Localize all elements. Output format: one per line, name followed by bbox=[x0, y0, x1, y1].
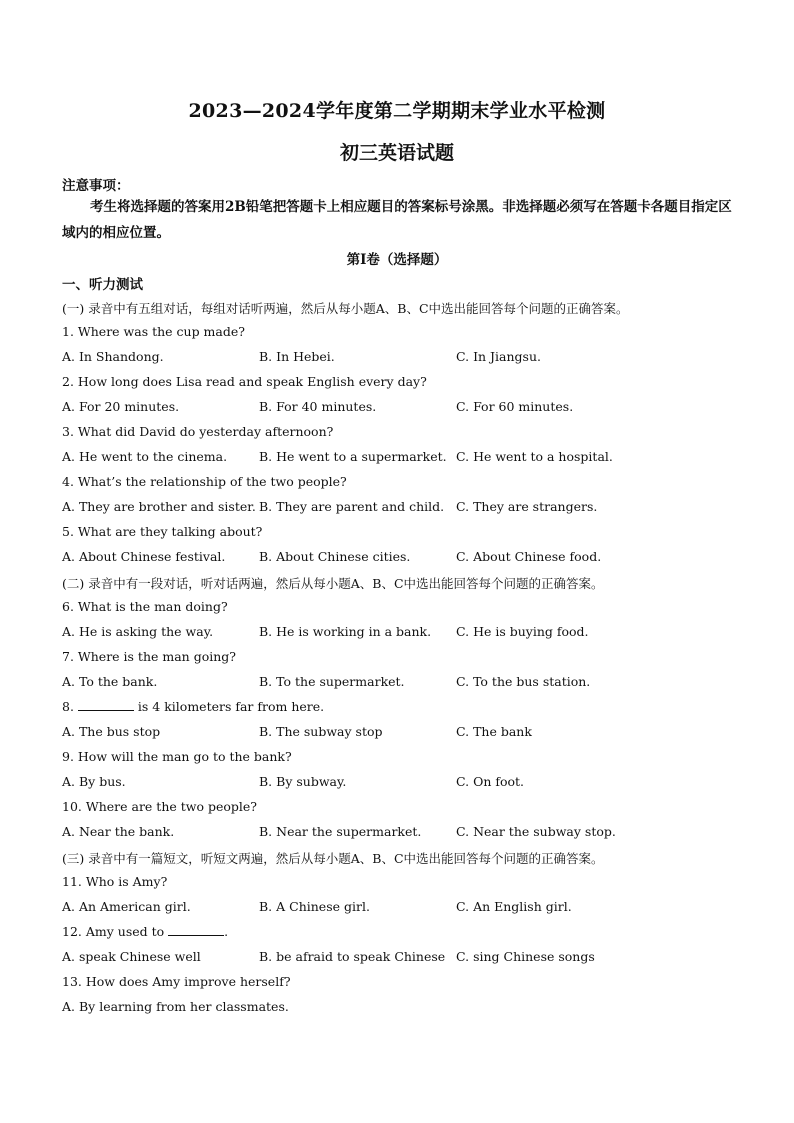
option-9b: B. By subway. bbox=[259, 774, 347, 789]
option-12c: C. sing Chinese songs bbox=[456, 949, 595, 964]
option-1c: C. In Jiangsu. bbox=[456, 349, 541, 364]
question-13: 13. How does Amy improve herself? bbox=[62, 974, 291, 989]
answer-blank bbox=[78, 699, 134, 711]
answer-blank bbox=[168, 924, 224, 936]
option-12a: A. speak Chinese well bbox=[62, 949, 201, 964]
section-title: 一、听力测试 bbox=[62, 277, 143, 293]
option-2a: A. For 20 minutes. bbox=[62, 399, 180, 414]
option-5b: B. About Chinese cities. bbox=[259, 549, 411, 564]
option-7c: C. To the bus station. bbox=[456, 674, 591, 689]
question-7: 7. Where is the man going? bbox=[62, 649, 236, 664]
option-12b: B. be afraid to speak Chinese bbox=[259, 949, 446, 964]
question-9: 9. How will the man go to the bank? bbox=[62, 749, 292, 764]
option-11c: C. An English girl. bbox=[456, 899, 572, 914]
question-10: 10. Where are the two people? bbox=[62, 799, 257, 814]
question-3: 3. What did David do yesterday afternoon? bbox=[62, 424, 334, 439]
option-5c: C. About Chinese food. bbox=[456, 549, 602, 564]
option-9c: C. On foot. bbox=[456, 774, 525, 789]
question-12 bbox=[62, 924, 228, 939]
option-6a: A. He is asking the way. bbox=[62, 624, 214, 639]
part-title: 第Ⅰ卷（选择题） bbox=[346, 252, 448, 268]
exam-subtitle: 初三英语试题 bbox=[339, 142, 454, 164]
option-2c: C. For 60 minutes. bbox=[456, 399, 574, 414]
question-8-text: is 4 kilometers far from here. bbox=[137, 699, 325, 714]
option-10c: C. Near the subway stop. bbox=[456, 824, 616, 839]
option-9a: A. By bus. bbox=[62, 774, 126, 789]
exam-title: 2023—2024学年度第二学期期末学业水平检测 bbox=[188, 100, 606, 122]
option-3a: A. He went to the cinema. bbox=[62, 449, 228, 464]
option-4b: B. They are parent and child. bbox=[259, 499, 445, 514]
option-1b: B. In Hebei. bbox=[259, 349, 335, 364]
notice-body: 考生将选择题的答案用2B铅笔把答题卡上相应题目的答案标号涂黑。非选择题必须写在答题卡各题目指定区域内的相应位置。 bbox=[62, 199, 732, 241]
option-11a: A. An American girl. bbox=[62, 899, 191, 914]
question-1: 1. Where was the cup made? bbox=[62, 324, 245, 339]
question-12-text: 12. Amy used to bbox=[62, 924, 165, 939]
option-4a: A. They are brother and sister. bbox=[62, 499, 256, 514]
instruction-section-2: (二) 录音中有一段对话，听对话两遍，然后从每小题A、B、C中选出能回答每个问题的正确答案。 bbox=[62, 576, 604, 591]
option-6c: C. He is buying food. bbox=[456, 624, 589, 639]
option-5a: A. About Chinese festival. bbox=[62, 549, 226, 564]
option-2b: B. For 40 minutes. bbox=[259, 399, 377, 414]
option-8c: C. The bank bbox=[456, 724, 532, 739]
option-8a: A. The bus stop bbox=[62, 724, 161, 739]
option-3b: B. He went to a supermarket. bbox=[259, 449, 447, 464]
option-1a: A. In Shandong. bbox=[62, 349, 164, 364]
instruction-section-3: (三) 录音中有一篇短文，听短文两遍，然后从每小题A、B、C中选出能回答每个问题的正确答案。 bbox=[62, 851, 604, 866]
option-7a: A. To the bank. bbox=[62, 674, 158, 689]
option-3c: C. He went to a hospital. bbox=[456, 449, 613, 464]
question-8 bbox=[62, 699, 324, 714]
option-6b: B. He is working in a bank. bbox=[259, 624, 432, 639]
question-11: 11. Who is Amy? bbox=[62, 874, 168, 889]
option-10a: A. Near the bank. bbox=[62, 824, 175, 839]
question-5: 5. What are they talking about? bbox=[62, 524, 263, 539]
option-4c: C. They are strangers. bbox=[456, 499, 598, 514]
question-8-number: 8. bbox=[62, 699, 74, 714]
question-4: 4. What’s the relationship of the two people? bbox=[62, 474, 347, 489]
question-12-end: . bbox=[224, 924, 229, 939]
option-10b: B. Near the supermarket. bbox=[259, 824, 422, 839]
instruction-section-1: (一) 录音中有五组对话，每组对话听两遍，然后从每小题A、B、C中选出能回答每个问题的正确答案。 bbox=[62, 301, 629, 316]
question-6: 6. What is the man doing? bbox=[62, 599, 228, 614]
question-2: 2. How long does Lisa read and speak English every day? bbox=[62, 374, 427, 389]
option-13a: A. By learning from her classmates. bbox=[62, 999, 289, 1014]
option-11b: B. A Chinese girl. bbox=[259, 899, 370, 914]
notice-heading: 注意事项： bbox=[62, 178, 130, 194]
option-7b: B. To the supermarket. bbox=[259, 674, 405, 689]
option-8b: B. The subway stop bbox=[259, 724, 383, 739]
